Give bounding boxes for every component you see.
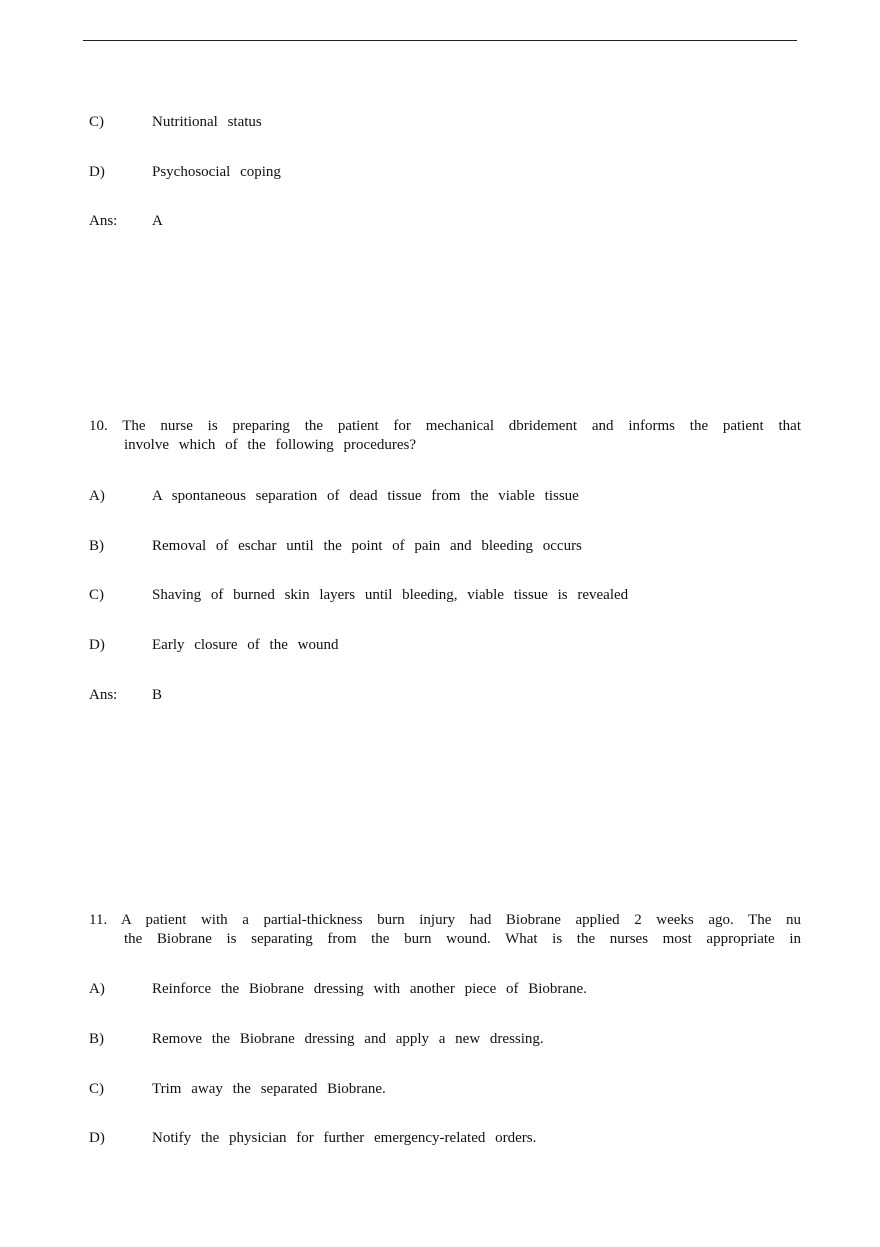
q11-option-b-label: B) xyxy=(89,1031,104,1047)
q9-answer-label: Ans: xyxy=(89,213,118,229)
q10-option-a-label: A) xyxy=(89,488,105,504)
q9-answer-value: A xyxy=(152,213,163,229)
q11-stem-line2: the Biobrane is separating from the burn wound. What is the nurses most appropriate in xyxy=(124,931,801,947)
q10-option-c-label: C) xyxy=(89,587,104,603)
q11-option-c-label: C) xyxy=(89,1081,104,1097)
q11-option-d-text: Notify the physician for further emergency-related orders. xyxy=(152,1130,537,1146)
q10-option-b-text: Removal of eschar until the point of pain and bleeding occurs xyxy=(152,538,582,554)
q10-option-d-text: Early closure of the wound xyxy=(152,637,339,653)
q10-answer-label: Ans: xyxy=(89,687,118,703)
q10-option-a-text: A spontaneous separation of dead tissue from the viable tissue xyxy=(152,488,579,504)
q10-stem xyxy=(89,417,801,455)
q11-option-a-text: Reinforce the Biobrane dressing with another piece of Biobrane. xyxy=(152,981,587,997)
q11-stem xyxy=(89,911,801,949)
q9-option-c-label: C) xyxy=(89,114,104,130)
q10-stem-line2: involve which of the following procedures? xyxy=(124,437,417,453)
q11-stem-line1: 11. A patient with a partial-thickness burn injury had Biobrane applied 2 weeks ago. The nu xyxy=(89,912,801,928)
q11-option-a-label: A) xyxy=(89,981,105,997)
q11-option-c-text: Trim away the separated Biobrane. xyxy=(152,1081,386,1097)
header-rule xyxy=(83,40,797,41)
q10-option-d-label: D) xyxy=(89,637,105,653)
q9-option-c-text: Nutritional status xyxy=(152,114,262,130)
q9-option-d-label: D) xyxy=(89,164,105,180)
q10-option-b-label: B) xyxy=(89,538,104,554)
q11-option-d-label: D) xyxy=(89,1130,105,1146)
q10-option-c-text: Shaving of burned skin layers until bleeding, viable tissue is revealed xyxy=(152,587,629,603)
q11-option-b-text: Remove the Biobrane dressing and apply a new dressing. xyxy=(152,1031,544,1047)
q10-stem-line1: 10. The nurse is preparing the patient for mechanical dbridement and informs the patient that xyxy=(89,418,801,434)
q9-option-d-text: Psychosocial coping xyxy=(152,164,281,180)
q10-answer-value: B xyxy=(152,687,163,703)
